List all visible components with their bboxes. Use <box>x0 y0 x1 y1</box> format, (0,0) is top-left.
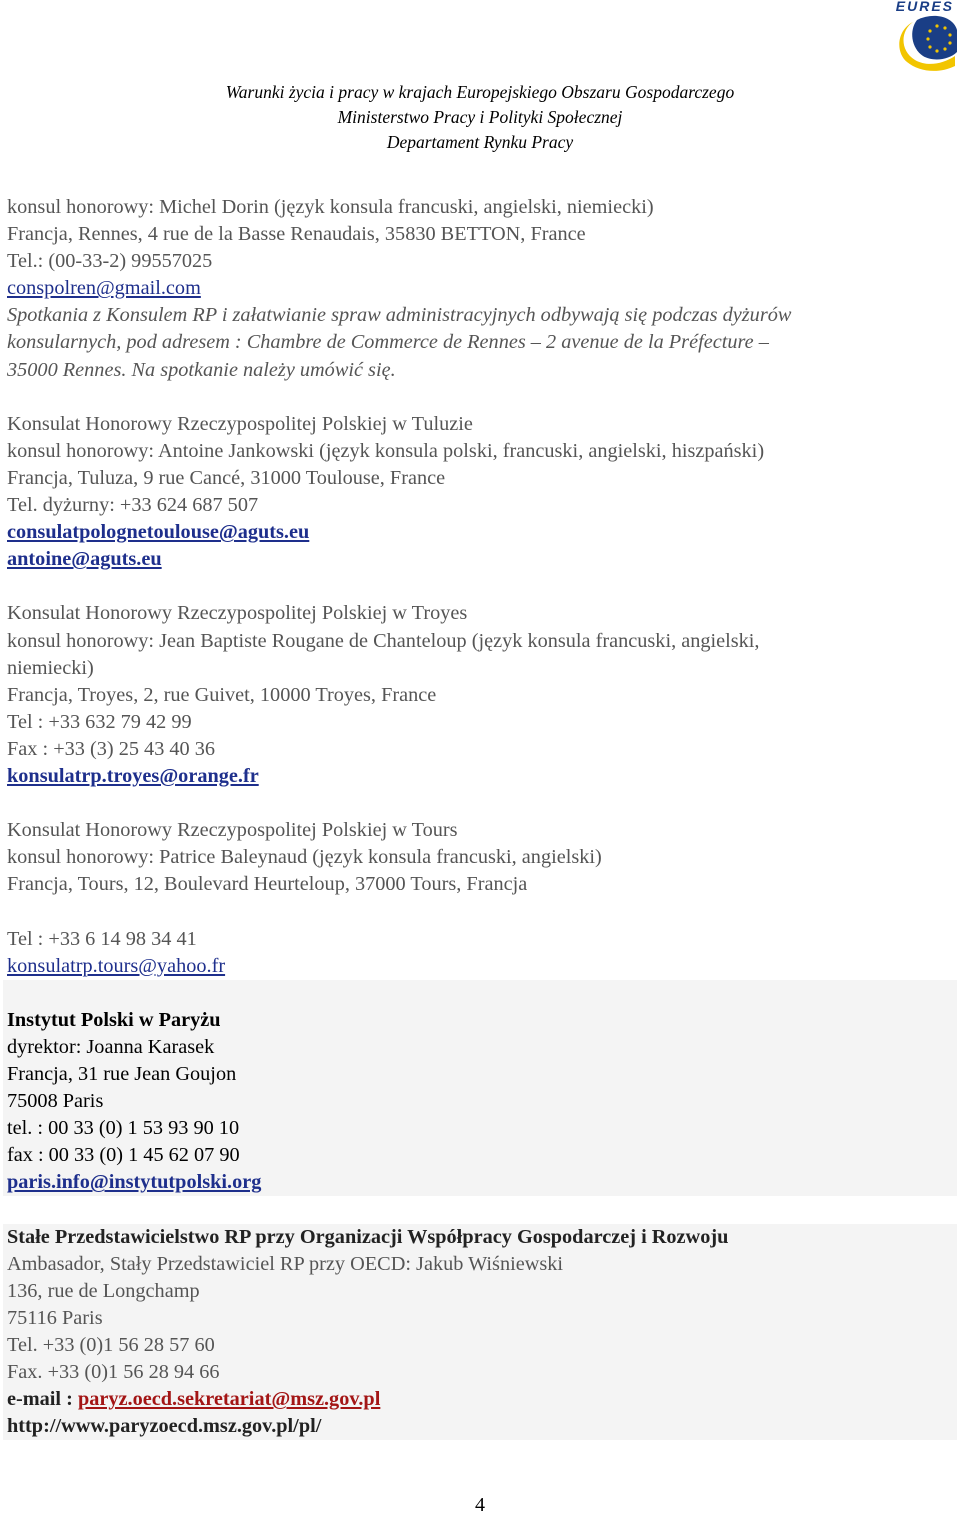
tuluza-consul: konsul honorowy: Antoine Jankowski (język konsula polski, francuski, angielski, hiszpański) <box>7 439 765 462</box>
oecd-email-link[interactable]: paryz.oecd.sekretariat@msz.gov.pl <box>77 1388 381 1411</box>
tuluza-title: Konsulat Honorowy Rzeczypospolitej Polskiej w Tuluzie <box>7 412 473 435</box>
troyes-fax: Fax : +33 (3) 25 43 40 36 <box>7 737 216 760</box>
instytut-address-1: Francja, 31 rue Jean Goujon <box>7 1063 237 1085</box>
oecd-ambassador: Ambasador, Stały Przedstawiciel RP przy OECD: Jakub Wiśniewski <box>7 1252 564 1275</box>
instytut-email-link[interactable]: paris.info@instytutpolski.org <box>7 1171 262 1194</box>
troyes-title: Konsulat Honorowy Rzeczypospolitej Polskiej w Troyes <box>7 602 468 625</box>
rennes-address: Francja, Rennes, 4 rue de la Basse Renaudais, 35830 BETTON, France <box>7 223 586 246</box>
oecd-website[interactable]: http://www.paryzoecd.msz.gov.pl/pl/ <box>7 1415 322 1438</box>
troyes-consul-line-1: konsul honorowy: Jean Baptiste Rougane de Chanteloup (język konsula francuski, angielski, <box>7 629 760 652</box>
tuluza-email-link-2[interactable]: antoine@aguts.eu <box>7 548 162 571</box>
header-line-1: Warunki życia i pracy w krajach Europejskiego Obszaru Gospodarczego <box>225 82 735 102</box>
rennes-email-link[interactable]: conspolren@gmail.com <box>7 277 201 300</box>
instytut-title: Instytut Polski w Paryżu <box>7 1008 221 1031</box>
troyes-email-link[interactable]: konsulatrp.troyes@orange.fr <box>7 764 259 787</box>
oecd-title: Stałe Przedstawicielstwo RP przy Organizacji Współpracy Gospodarczej i Rozwoju <box>7 1225 729 1248</box>
tours-consul: konsul honorowy: Patrice Baleynaud (język konsula francuski, angielski) <box>7 846 602 869</box>
oecd-address-1: 136, rue de Longchamp <box>7 1279 200 1302</box>
tours-tel: Tel : +33 6 14 98 34 41 <box>7 927 197 950</box>
tours-address: Francja, Tours, 12, Boulevard Heurteloup, 37000 Tours, Francja <box>7 873 528 896</box>
tuluza-email-link-1[interactable]: consulatpolognetoulouse@aguts.eu <box>7 521 310 544</box>
instytut-address-2: 75008 Paris <box>7 1090 104 1113</box>
rennes-tel: Tel.: (00-33-2) 99557025 <box>7 250 213 273</box>
instytut-director: dyrektor: Joanna Karasek <box>7 1035 215 1058</box>
instytut-fax: fax : 00 33 (0) 1 45 62 07 90 <box>7 1144 240 1167</box>
oecd-fax: Fax. +33 (0)1 56 28 94 66 <box>7 1361 220 1384</box>
tours-consulate <box>7 817 957 980</box>
rennes-consul: konsul honorowy: Michel Dorin (język konsula francuski, angielski, niemiecki) <box>7 196 654 218</box>
header-line-3: Departament Rynku Pracy <box>386 132 574 152</box>
rennes-note-line-1: Spotkania z Konsulem RP i załatwianie spraw administracyjnych odbywają się podczas dyżurów <box>7 304 792 327</box>
eures-logo-text: EURES <box>895 0 954 14</box>
oecd-address-2: 75116 Paris <box>7 1306 103 1329</box>
document-body <box>7 194 957 1440</box>
troyes-tel: Tel : +33 632 79 42 99 <box>7 710 192 733</box>
oecd-tel: Tel. +33 (0)1 56 28 57 60 <box>7 1333 215 1356</box>
oecd-representation <box>3 1224 957 1441</box>
page-number: 4 <box>475 1494 485 1516</box>
tours-email-link[interactable]: konsulatrp.tours@yahoo.fr <box>7 954 226 977</box>
document-header <box>0 80 960 155</box>
troyes-address: Francja, Troyes, 2, rue Guivet, 10000 Troyes, France <box>7 683 437 706</box>
tuluza-tel: Tel. dyżurny: +33 624 687 507 <box>7 494 259 517</box>
oecd-email-label: e-mail : <box>7 1388 78 1411</box>
rennes-note-line-3: 35000 Rennes. Na spotkanie należy umówić się. <box>7 358 396 381</box>
rennes-consulate <box>7 194 957 384</box>
instytut-polski <box>3 980 957 1197</box>
troyes-consulate <box>7 600 957 790</box>
tours-title: Konsulat Honorowy Rzeczypospolitej Polskiej w Tours <box>7 819 458 842</box>
header-line-2: Ministerstwo Pracy i Polityki Społecznej <box>337 107 623 127</box>
tuluza-consulate <box>7 411 957 574</box>
instytut-tel: tel. : 00 33 (0) 1 53 93 90 10 <box>7 1117 240 1140</box>
rennes-note-line-2: konsularnych, pod adresem : Chambre de Commerce de Rennes – 2 avenue de la Préfecture – <box>7 331 769 354</box>
troyes-consul-line-2: niemiecki) <box>7 656 94 679</box>
eures-logo <box>893 0 960 72</box>
tuluza-address: Francja, Tuluza, 9 rue Cancé, 31000 Toulouse, France <box>7 466 446 489</box>
